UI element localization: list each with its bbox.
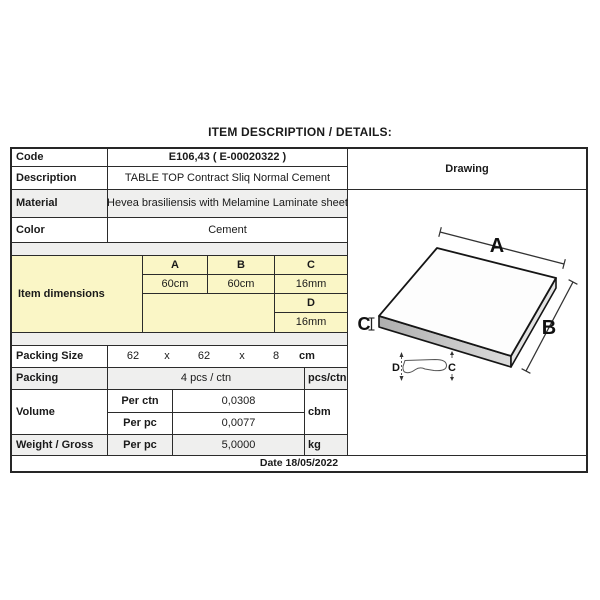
- packing-size-part: 62: [126, 350, 140, 363]
- code-label: Code: [12, 149, 108, 167]
- dimension-header-c: C: [275, 256, 348, 275]
- page-title: ITEM DESCRIPTION / DETAILS:: [208, 125, 392, 139]
- packing-size-separator: x: [164, 350, 170, 363]
- weight-unit: kg: [305, 435, 348, 455]
- packing-size-part: 8: [272, 350, 280, 363]
- dimension-empty-cell: [143, 294, 275, 333]
- packing-value: 4 pcs / ctn: [108, 368, 305, 390]
- code-value: E106,43 ( E-00020322 ): [108, 149, 348, 167]
- volume-per-pc-value: 0,0077: [173, 413, 305, 435]
- item-dimensions-label: Item dimensions: [12, 256, 143, 333]
- profile-arrow-down: [450, 377, 454, 381]
- separator-row: [12, 243, 348, 256]
- volume-unit: cbm: [305, 390, 348, 435]
- packing-size-label: Packing Size: [12, 346, 108, 368]
- packing-size-value: [108, 346, 348, 368]
- packing-label: Packing: [12, 368, 108, 390]
- tabletop-surface: [379, 248, 556, 356]
- dimension-tick: [522, 369, 531, 374]
- dimension-value-a: 60cm: [143, 275, 208, 294]
- drawing-label-c: C: [357, 314, 371, 334]
- dimension-value-b: 60cm: [208, 275, 275, 294]
- volume-per-pc-label: Per pc: [108, 413, 173, 435]
- drawing-label-a: A: [489, 235, 505, 257]
- dimension-header-d: D: [275, 294, 348, 313]
- volume-label: Volume: [12, 390, 108, 435]
- color-value: Cement: [108, 218, 348, 243]
- drawing-label-b: B: [541, 317, 557, 339]
- tabletop-drawing: [348, 190, 586, 455]
- packing-size-part: 62: [197, 350, 211, 363]
- weight-label: Weight / Gross: [12, 435, 108, 455]
- packing-size-unit: cm: [299, 350, 315, 363]
- volume-per-ctn-value: 0,0308: [173, 390, 305, 413]
- material-label: Material: [12, 190, 108, 218]
- profile-arrow-down: [400, 376, 404, 381]
- description-label: Description: [12, 167, 108, 190]
- packing-unit: pcs/ctn: [305, 368, 348, 390]
- dimension-value-d: 16mm: [275, 313, 348, 333]
- separator-row: [12, 333, 348, 346]
- dimension-value-c: 16mm: [275, 275, 348, 294]
- dimension-tick: [569, 280, 578, 285]
- dimension-header-a: A: [143, 256, 208, 275]
- profile-label-c: C: [448, 362, 456, 374]
- spec-table: [10, 147, 588, 473]
- weight-per-label: Per pc: [108, 435, 173, 455]
- drawing-area: [348, 190, 586, 455]
- description-value: TABLE TOP Contract Sliq Normal Cement: [108, 167, 348, 190]
- volume-per-ctn-label: Per ctn: [108, 390, 173, 413]
- weight-value: 5,0000: [173, 435, 305, 455]
- profile-label-d: D: [392, 362, 400, 374]
- edge-profile-outline: [403, 360, 447, 373]
- dimension-header-b: B: [208, 256, 275, 275]
- packing-size-separator: x: [239, 350, 245, 363]
- date-row: Date 18/05/2022: [12, 455, 586, 471]
- profile-arrow-up: [400, 352, 404, 357]
- color-label: Color: [12, 218, 108, 243]
- drawing-header: Drawing: [348, 149, 586, 190]
- profile-arrow-up: [450, 351, 454, 355]
- material-value: Hevea brasiliensis with Melamine Laminate sheet: [108, 190, 348, 218]
